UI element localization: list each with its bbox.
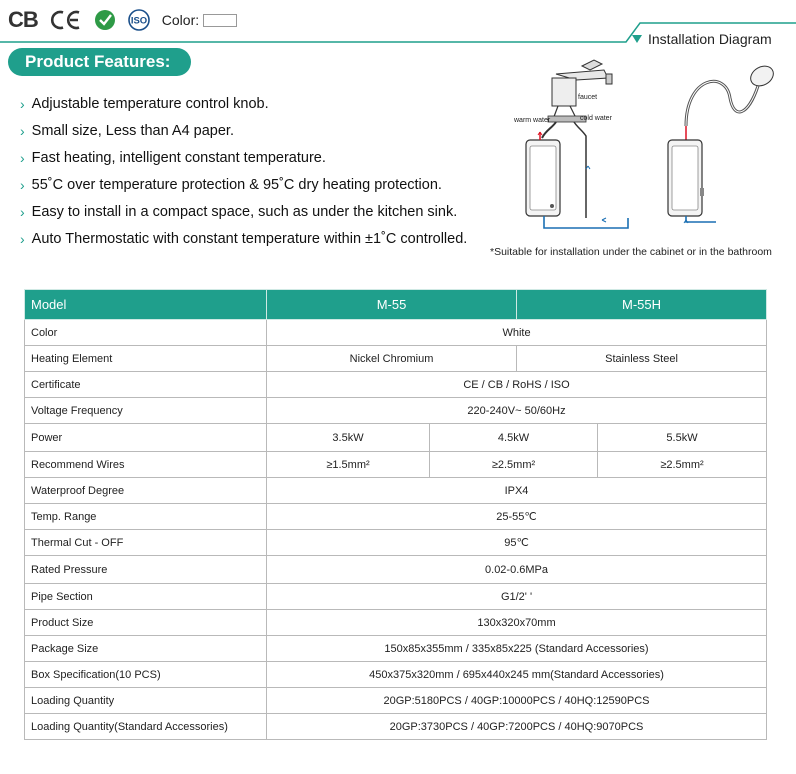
row-value: ≥1.5mm² xyxy=(267,452,430,478)
row-label: Thermal Cut - OFF xyxy=(25,530,267,556)
row-label: Loading Quantity(Standard Accessories) xyxy=(25,714,267,740)
row-value: 5.5kW xyxy=(598,424,767,452)
row-value: IPX4 xyxy=(267,478,767,504)
feature-item xyxy=(20,90,467,117)
feature-text: Easy to install in a compact space, such as under the kitchen sink. xyxy=(31,203,458,220)
row-value: 130x320x70mm xyxy=(267,610,767,636)
row-label: Package Size xyxy=(25,636,267,662)
installation-note: *Suitable for installation under the cabinet or in the bathroom xyxy=(490,246,772,258)
chevron-right-icon: › xyxy=(20,149,25,166)
row-label: Power xyxy=(25,424,267,452)
iso-mark-icon xyxy=(126,9,152,31)
row-value: G1/2' ' xyxy=(267,584,767,610)
row-label: Box Specification(10 PCS) xyxy=(25,662,267,688)
water-heater-icon xyxy=(668,140,704,216)
warm-water-label: warm water xyxy=(514,117,551,124)
table-row xyxy=(25,584,767,610)
row-value: 220-240V~ 50/60Hz xyxy=(267,398,767,424)
feature-item xyxy=(20,198,467,225)
row-label: Loading Quantity xyxy=(25,688,267,714)
table-header-row xyxy=(25,290,767,320)
installation-diagram xyxy=(486,56,786,260)
row-label: Pipe Section xyxy=(25,584,267,610)
color-swatch xyxy=(203,14,237,27)
row-value: 95℃ xyxy=(267,530,767,556)
features-list xyxy=(20,90,467,252)
cb-mark: CB xyxy=(8,7,38,32)
row-value: 4.5kW xyxy=(430,424,598,452)
iso-mark-text: ISO xyxy=(130,15,147,27)
ce-mark-icon xyxy=(50,10,82,30)
row-value: Nickel Chromium xyxy=(267,346,517,372)
certification-bar xyxy=(8,6,237,34)
table-row xyxy=(25,398,767,424)
feature-item xyxy=(20,225,467,252)
table-row xyxy=(25,530,767,556)
feature-text: Small size, Less than A4 paper. xyxy=(31,122,234,139)
chevron-right-icon: › xyxy=(20,230,25,247)
feature-text: 55˚C over temperature protection & 95˚C dry heating protection. xyxy=(31,176,442,193)
water-heater-icon xyxy=(526,140,560,216)
row-label: Heating Element xyxy=(25,346,267,372)
features-title: Product Features: xyxy=(8,48,191,76)
chevron-right-icon: › xyxy=(20,95,25,112)
chevron-right-icon: › xyxy=(20,203,25,220)
table-row xyxy=(25,662,767,688)
chevron-right-icon: › xyxy=(20,122,25,139)
table-row xyxy=(25,478,767,504)
row-value: 25-55℃ xyxy=(267,504,767,530)
row-label: Temp. Range xyxy=(25,504,267,530)
faucet-label: faucet xyxy=(578,94,598,101)
shower-head-icon xyxy=(686,62,777,126)
table-row xyxy=(25,320,767,346)
row-label: Voltage Frequency xyxy=(25,398,267,424)
table-row xyxy=(25,372,767,398)
row-value: 20GP:5180PCS / 40GP:10000PCS / 40HQ:12590PCS xyxy=(267,688,767,714)
feature-item xyxy=(20,117,467,144)
row-label: Product Size xyxy=(25,610,267,636)
row-value: ≥2.5mm² xyxy=(598,452,767,478)
feature-text: Adjustable temperature control knob. xyxy=(31,95,269,112)
row-value: White xyxy=(267,320,767,346)
feature-text: Auto Thermostatic with constant temperature within ±1˚C controlled. xyxy=(31,230,468,247)
feature-text: Fast heating, intelligent constant temperature. xyxy=(31,149,326,166)
feature-item xyxy=(20,171,467,198)
table-row xyxy=(25,714,767,740)
spec-table xyxy=(24,289,767,740)
cold-water-label: cold water xyxy=(580,115,612,122)
row-label: Recommend Wires xyxy=(25,452,267,478)
color-label: Color: xyxy=(161,12,200,28)
table-row xyxy=(25,636,767,662)
row-value: 150x85x355mm / 335x85x225 (Standard Accessories) xyxy=(267,636,767,662)
triangle-down-icon xyxy=(632,35,642,43)
table-row xyxy=(25,346,767,372)
row-value: ≥2.5mm² xyxy=(430,452,598,478)
header-m55h: M-55H xyxy=(517,290,767,320)
table-row xyxy=(25,688,767,714)
installation-diagram-title xyxy=(632,31,772,47)
feature-item xyxy=(20,144,467,171)
row-value: 3.5kW xyxy=(267,424,430,452)
row-label: Rated Pressure xyxy=(25,556,267,584)
header-model: Model xyxy=(25,290,267,320)
row-value: CE / CB / RoHS / ISO xyxy=(267,372,767,398)
table-row xyxy=(25,504,767,530)
row-label: Waterproof Degree xyxy=(25,478,267,504)
chevron-right-icon: › xyxy=(20,176,25,193)
table-row xyxy=(25,610,767,636)
row-value: 0.02-0.6MPa xyxy=(267,556,767,584)
table-row xyxy=(25,424,767,452)
table-row xyxy=(25,556,767,584)
faucet-icon xyxy=(548,60,612,122)
rohs-badge-icon xyxy=(94,8,116,32)
header-m55: M-55 xyxy=(267,290,517,320)
row-label: Certificate xyxy=(25,372,267,398)
row-label: Color xyxy=(25,320,267,346)
installation-diagram-label: Installation Diagram xyxy=(648,31,772,47)
row-value: 20GP:3730PCS / 40GP:7200PCS / 40HQ:9070PCS xyxy=(267,714,767,740)
row-value: Stainless Steel xyxy=(517,346,767,372)
row-value: 450x375x320mm / 695x440x245 mm(Standard Accessories) xyxy=(267,662,767,688)
table-row xyxy=(25,452,767,478)
